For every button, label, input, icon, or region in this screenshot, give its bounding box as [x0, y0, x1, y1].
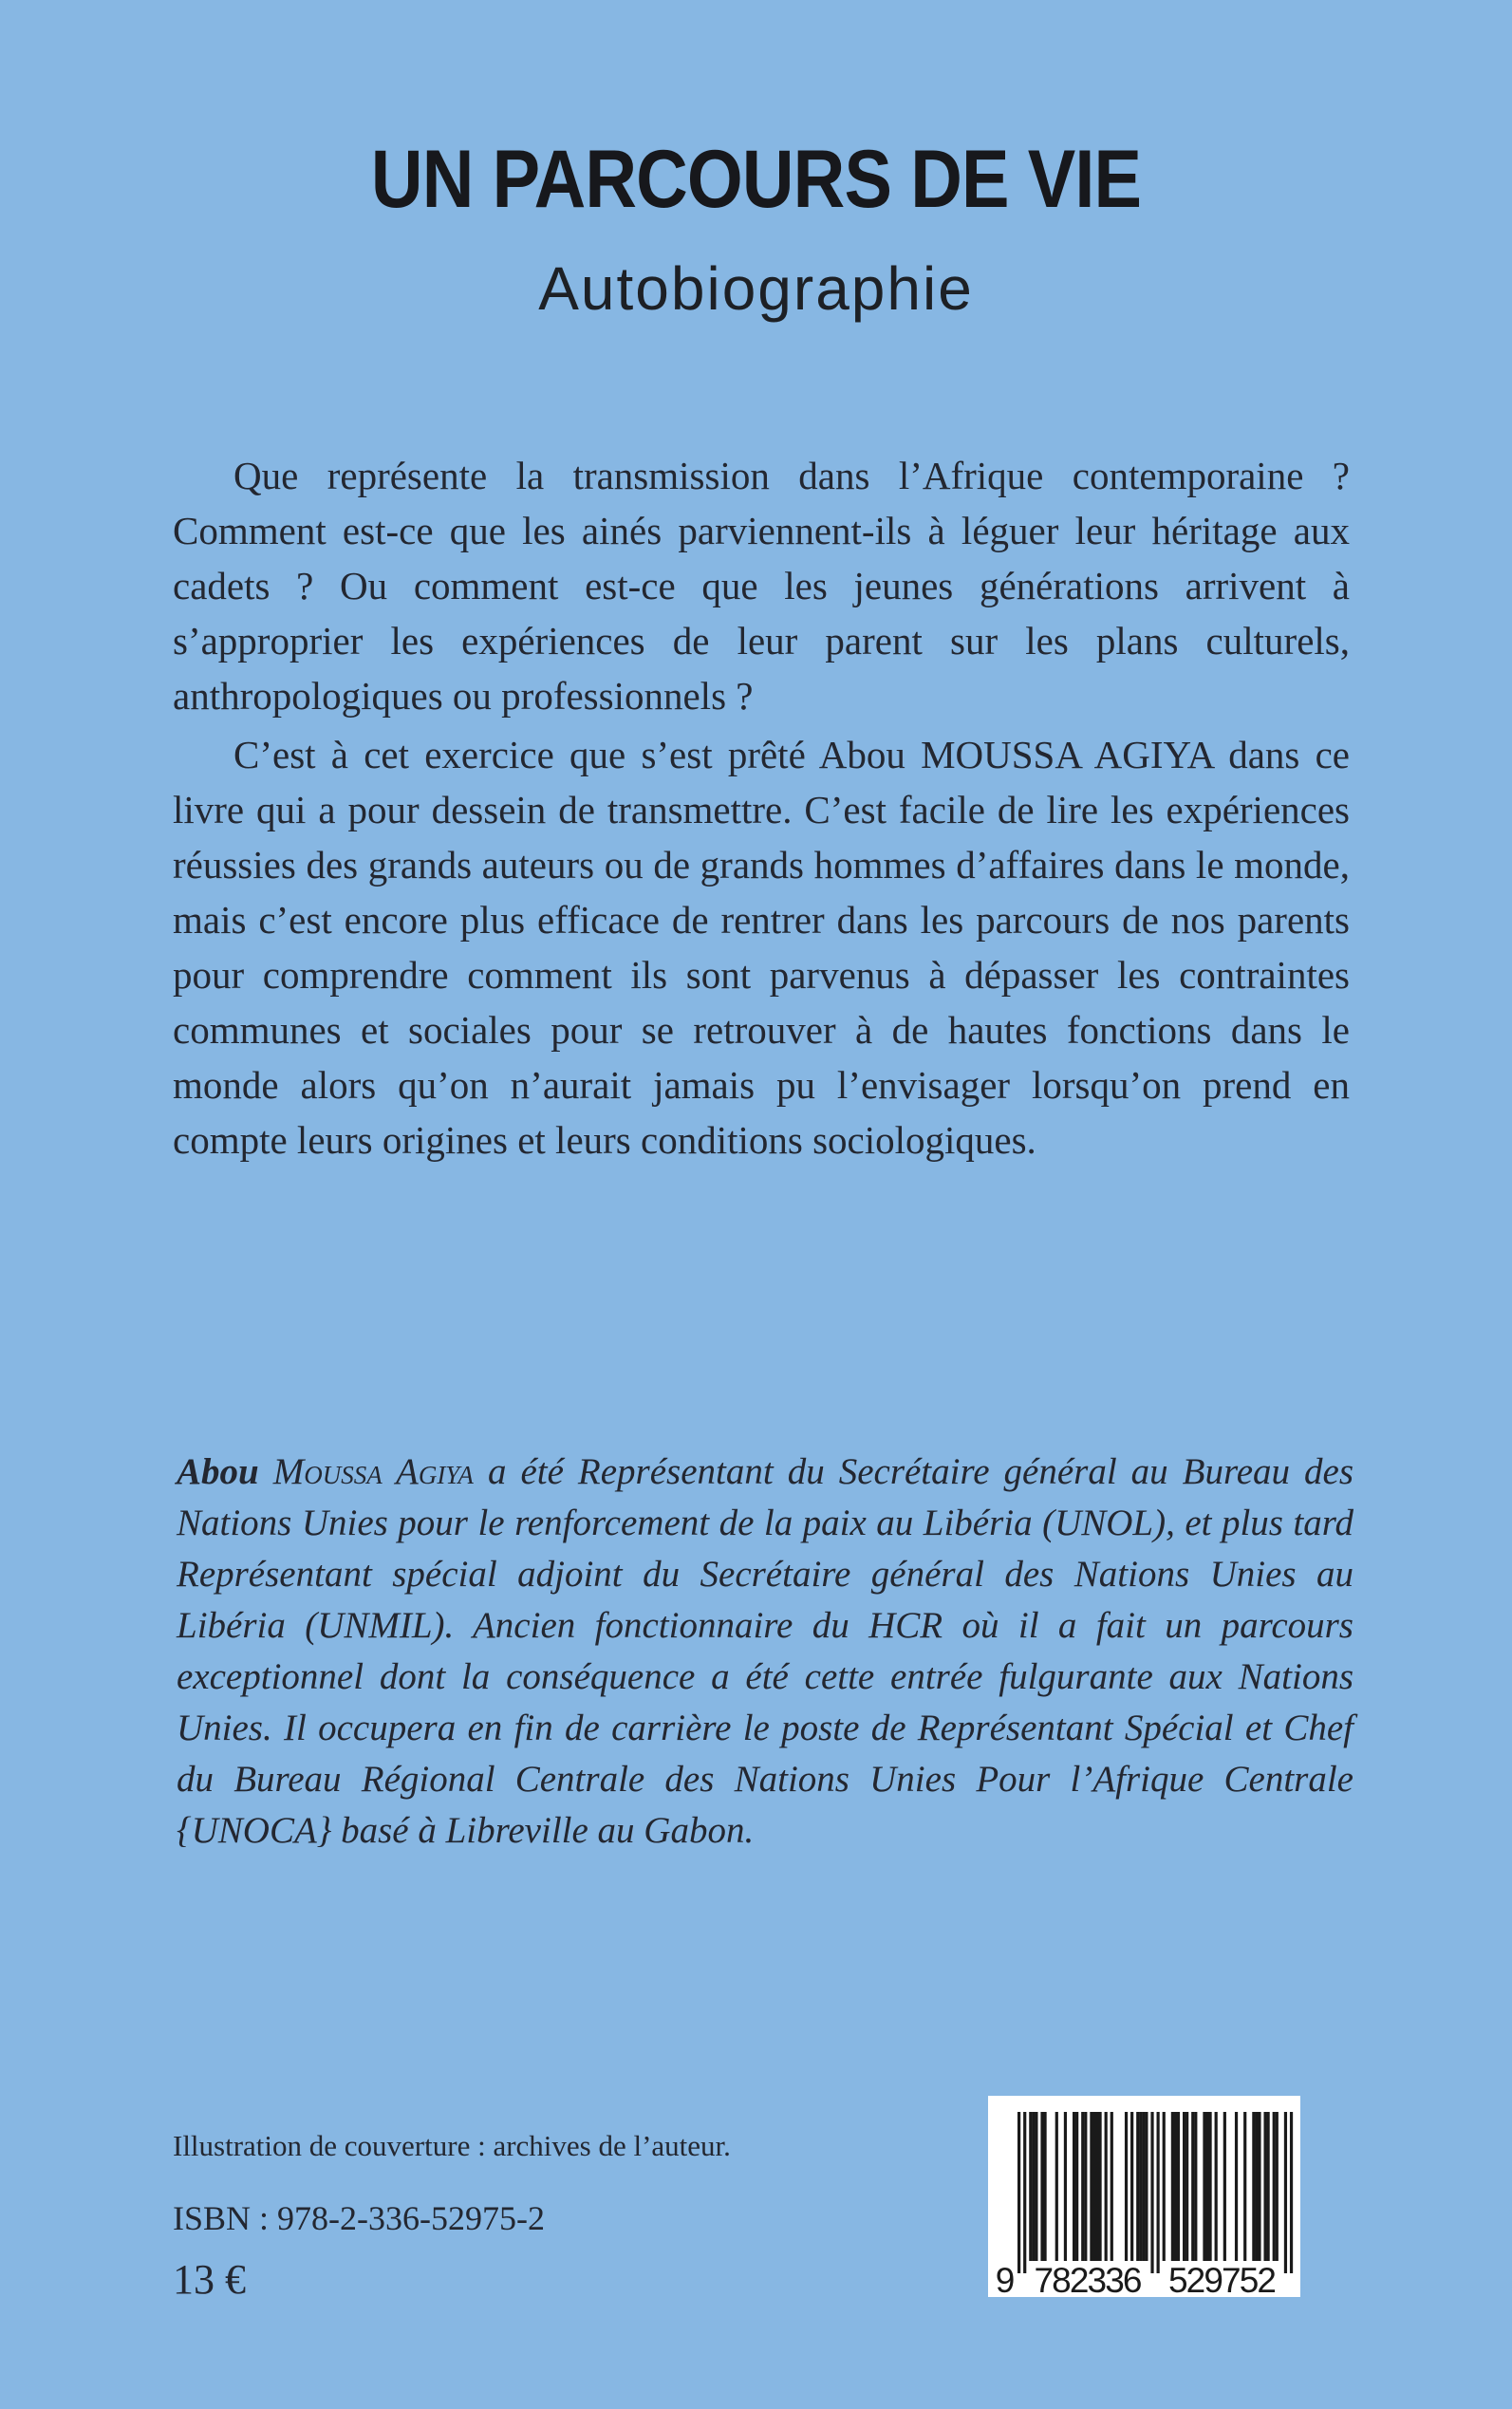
- ean13-barcode: [988, 2096, 1300, 2297]
- author-first-name: Abou: [177, 1451, 259, 1492]
- author-last-name: Moussa Agiya: [272, 1451, 474, 1492]
- synopsis-block: [173, 448, 1350, 1167]
- synopsis-paragraph-2: C’est à cet exercice que s’est prêté Abou MOUSSA AGIYA dans ce livre qui a pour dessein de transmettre. C’est facile de lire les expériences réussies des grands auteurs ou de grands hommes d’affaires dans le monde, mais c’est encore plus efficace de rentrer dans les parcours de nos parents pour comprendre comment ils sont parvenus à dépasser les contraintes communes et sociales pour se retrouver à de hautes fonctions dans le monde alors qu’on n’aurait jamais pu l’envisager lorsqu’on prend en compte leurs origines et leurs conditions sociologiques.: [173, 733, 1350, 1162]
- synopsis-paragraph-1: Que représente la transmission dans l’Afrique contemporaine ? Comment est-ce que les ainés parviennent-ils à léguer leur héritage aux cadets ? Ou comment est-ce que les jeunes générations arrivent à s’approprier les expériences de leur parent sur les plans culturels, anthropologiques ou professionnels ?: [173, 454, 1350, 718]
- author-bio: [177, 1447, 1353, 1857]
- svg-text:529752: 529752: [1168, 2261, 1277, 2297]
- isbn-text: ISBN : 978-2-336-52975-2: [173, 2199, 545, 2237]
- author-bio-text: a été Représentant du Secrétaire général au Bureau des Nations Unies pour le renforcement de la paix au Libéria (UNOL), et plus tard Représentant spécial adjoint du Secrétaire général des Nations Unies au Libéria (UNMIL). Ancien fonctionnaire du HCR où il a fait un parcours exceptionnel dont la conséquence a été cette entrée fulgurante aux Nations Unies. Il occupera en fin de carrière le poste de Représentant Spécial et Chef du Bureau Régional Centrale des Nations Unies Pour l’Afrique Centrale {UNOCA} basé à Libreville au Gabon.: [177, 1451, 1354, 1851]
- barcode-card: [988, 2096, 1300, 2297]
- svg-text:9: 9: [995, 2261, 1016, 2297]
- book-subtitle: Autobiographie: [538, 254, 974, 323]
- book-title: UN PARCOURS DE VIE: [370, 134, 1142, 225]
- price-text: 13 €: [173, 2256, 246, 2303]
- svg-text:782336: 782336: [1034, 2261, 1143, 2297]
- illustration-credit: Illustration de couverture : archives de l’auteur.: [173, 2129, 731, 2162]
